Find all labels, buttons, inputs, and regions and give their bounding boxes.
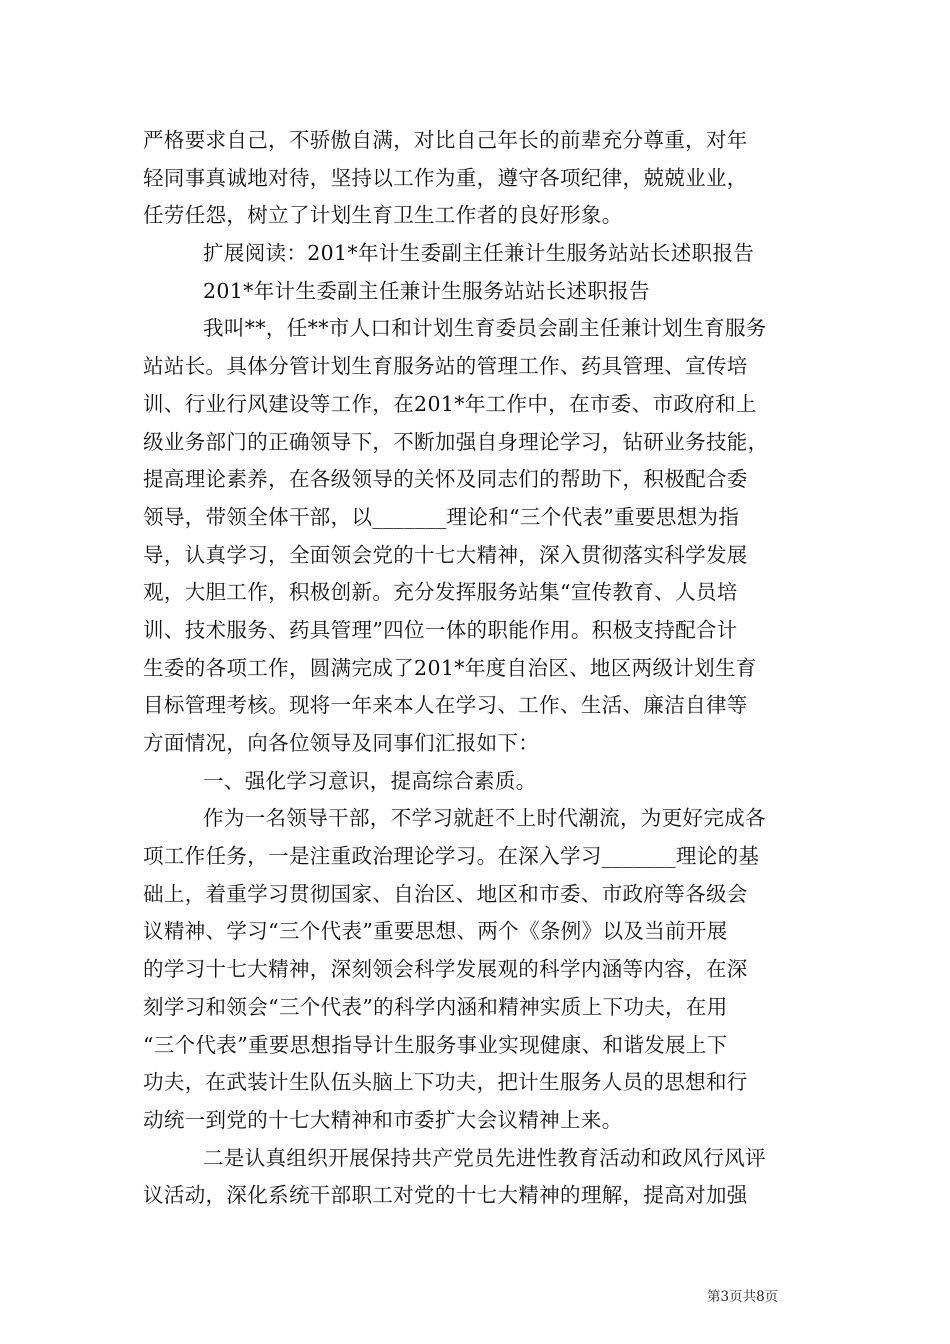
text-line: 导，认真学习，全面领会党的十七大精神，深入贯彻落实科学发展 [143,542,748,567]
text-line: 作为一名领导干部，不学习就赶不上时代潮流，为更好完成各 [203,806,766,831]
text-line: 轻同事真诚地对待，坚持以工作为重，遵守各项纪律，兢兢业业， [143,165,748,190]
text-line: 动统一到党的十七大精神和市委扩大会议精神上来。 [143,1107,623,1132]
text-line: “三个代表”重要思想指导计生服务事业实现健康、和谐发展上下 [143,1032,728,1057]
document-body [143,122,823,1215]
text-line: 一、强化学习意识，提高综合素质。 [203,768,537,793]
text-line: 目标管理考核。现将一年来本人在学习、工作、生活、廉洁自律等 [143,693,748,718]
text-line: 议精神、学习“三个代表”重要思想、两个《条例》以及当前开展 [143,919,728,944]
text-line: 扩展阅读：201*年计生委副主任兼计生服务站站长述职报告 [203,241,755,266]
text-line: 训、技术服务、药具管理”四位一体的职能作用。积极支持配合计 [143,617,738,642]
text-line: 级业务部门的正确领导下，不断加强自身理论学习，钻研业务技能， [143,429,769,454]
text-line: 生委的各项工作，圆满完成了201*年度自治区、地区两级计划生育 [143,655,757,680]
text-line: 的学习十七大精神，深刻领会科学发展观的科学内涵等内容，在深 [143,957,748,982]
text-line: 方面情况，向各位领导及同事们汇报如下： [143,731,540,755]
text-line: 二是认真组织开展保持共产党员先进性教育活动和政风行风评 [203,1145,766,1170]
text-line: 础上，着重学习贯彻国家、自治区、地区和市委、市政府等各级会 [143,881,748,906]
text-line: 训、行业行风建设等工作，在201*年工作中，在市委、市政府和上 [143,391,757,416]
text-line: 功夫，在武装计生队伍头脑上下功夫，把计生服务人员的思想和行 [143,1070,748,1095]
text-line: 项工作任务，一是注重政治理论学习。在深入学习_______理论的基 [143,844,760,869]
text-line: 观，大胆工作，积极创新。充分发挥服务站集“宣传教育、人员培 [143,580,738,605]
text-line: 201*年计生委副主任兼计生服务站站长述职报告 [203,278,650,303]
text-line: 严格要求自己，不骄傲自满，对比自己年长的前辈充分尊重，对年 [143,128,748,152]
text-line: 领导，带领全体干部，以_______理论和“三个代表”重要思想为指 [143,504,740,529]
text-line: 刻学习和领会“三个代表”的科学内涵和精神实质上下功夫，在用 [143,994,728,1019]
text-line: 站站长。具体分管计划生育服务站的管理工作、药具管理、宣传培 [143,354,748,379]
text-line: 任劳任怨，树立了计划生育卫生工作者的良好形象。 [143,203,623,228]
text-line: 议活动，深化系统干部职工对党的十七大精神的理解，提高对加强 [143,1183,748,1208]
page-number: 第3页共8页 [707,1289,779,1305]
text-line: 我叫**，任**市人口和计划生育委员会副主任兼计划生育服务 [203,316,767,341]
text-line: 提高理论素养，在各级领导的关怀及同志们的帮助下，积极配合委 [143,467,748,492]
